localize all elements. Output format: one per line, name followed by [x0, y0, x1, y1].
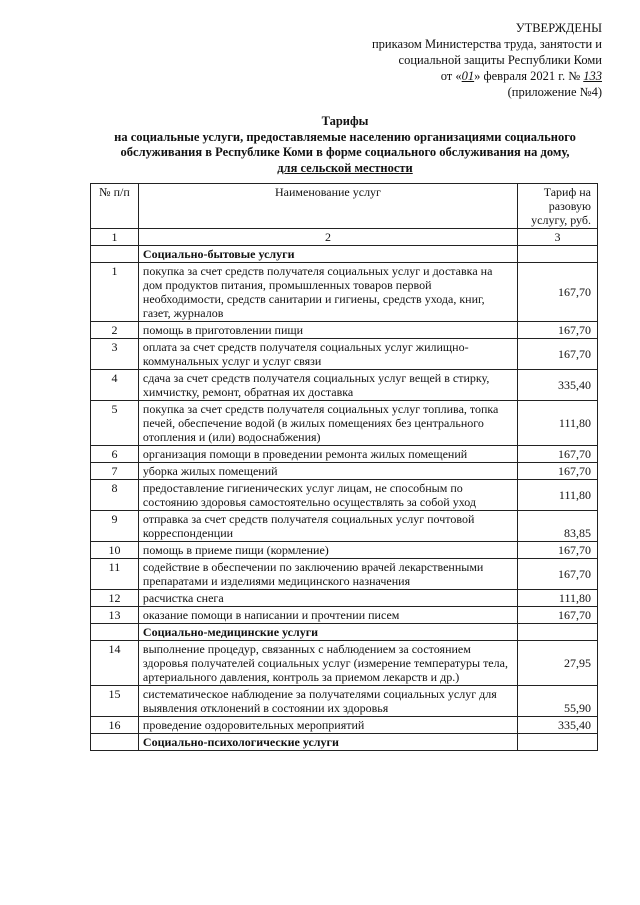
- service-price: 167,70: [518, 607, 598, 624]
- table-row: [91, 263, 598, 322]
- service-name: сдача за счет средств получателя социальных услуг вещей в стирку, химчистку, ремонт, обратная их доставка: [138, 370, 517, 401]
- service-name: расчистка снега: [138, 590, 517, 607]
- service-price: 83,85: [518, 511, 598, 542]
- service-name: оплата за счет средств получателя социальных услуг жилищно-коммунальных услуг и услуг связи: [138, 339, 517, 370]
- service-name: систематическое наблюдение за получателями социальных услуг для выявления отклонений в состоянии их здоровья: [138, 686, 517, 717]
- appendix-label: (приложение №4): [507, 85, 602, 99]
- row-number: 14: [91, 641, 139, 686]
- table-row: [91, 339, 598, 370]
- service-name: помощь в приеме пищи (кормление): [138, 542, 517, 559]
- document-title: [90, 114, 600, 176]
- row-number: 9: [91, 511, 139, 542]
- table-row: [91, 717, 598, 734]
- col-number: 2: [138, 229, 517, 246]
- col-number: 3: [518, 229, 598, 246]
- service-price: 111,80: [518, 401, 598, 446]
- row-number: 8: [91, 480, 139, 511]
- service-price: 167,70: [518, 463, 598, 480]
- service-name: организация помощи в проведении ремонта жилых помещений: [138, 446, 517, 463]
- service-price: 167,70: [518, 542, 598, 559]
- table-row: [91, 401, 598, 446]
- service-price: 335,40: [518, 717, 598, 734]
- service-name: уборка жилых помещений: [138, 463, 517, 480]
- title-line-2: обслуживания в Республике Коми в форме социального обслуживания на дому,: [120, 145, 570, 159]
- order-number: 133: [583, 69, 602, 83]
- table-row: [91, 559, 598, 590]
- section-title: Социально-медицинские услуги: [138, 624, 517, 641]
- column-number-row: [91, 229, 598, 246]
- service-name: помощь в приготовлении пищи: [138, 322, 517, 339]
- row-number: 7: [91, 463, 139, 480]
- table-row: [91, 370, 598, 401]
- col-number: 1: [91, 229, 139, 246]
- table-row: [91, 463, 598, 480]
- row-number: 5: [91, 401, 139, 446]
- section-price-cell: [518, 734, 598, 751]
- table-row: [91, 607, 598, 624]
- header-name: Наименование услуг: [138, 184, 517, 229]
- row-number: 12: [91, 590, 139, 607]
- title-heading: Тарифы: [321, 114, 369, 128]
- service-name: оказание помощи в написании и прочтении писем: [138, 607, 517, 624]
- table-row: [91, 322, 598, 339]
- tariff-table: [90, 183, 598, 751]
- row-number: 1: [91, 263, 139, 322]
- table-row: [91, 511, 598, 542]
- service-name: покупка за счет средств получателя социальных услуг топлива, топка печей, обеспечение водой (в жилых помещениях без центрального отопления и (или) водоснабжения): [138, 401, 517, 446]
- row-number: 11: [91, 559, 139, 590]
- row-number: 16: [91, 717, 139, 734]
- row-number: 3: [91, 339, 139, 370]
- service-price: 55,90: [518, 686, 598, 717]
- service-price: 167,70: [518, 263, 598, 322]
- approval-title: УТВЕРЖДЕНЫ: [515, 21, 602, 35]
- title-line-1: на социальные услуги, предоставляемые населению организациями социального: [114, 129, 576, 144]
- service-name: проведение оздоровительных мероприятий: [138, 717, 517, 734]
- section-title: Социально-психологические услуги: [138, 734, 517, 751]
- row-number: 15: [91, 686, 139, 717]
- service-price: 335,40: [518, 370, 598, 401]
- service-name: предоставление гигиенических услуг лицам, не способным по состоянию здоровья самостоятельно осуществлять за собой уход: [138, 480, 517, 511]
- table-row: [91, 480, 598, 511]
- row-number: 4: [91, 370, 139, 401]
- section-num-cell: [91, 246, 139, 263]
- row-number: 6: [91, 446, 139, 463]
- section-row: [91, 246, 598, 263]
- table-row: [91, 641, 598, 686]
- date-middle: » февраля 2021 г. №: [474, 69, 581, 83]
- title-line-3: для сельской местности: [277, 160, 413, 175]
- service-price: 167,70: [518, 322, 598, 339]
- table-row: [91, 446, 598, 463]
- header-num: № п/п: [91, 184, 139, 229]
- table-row: [91, 686, 598, 717]
- service-name: выполнение процедур, связанных с наблюдением за состоянием здоровья получателей социальных услуг (измерение температуры тела, артериального давления, контроль за приемом лекарств и др.): [138, 641, 517, 686]
- table-header-row: [91, 184, 598, 229]
- approval-date-line: [342, 68, 602, 84]
- row-number: 13: [91, 607, 139, 624]
- header-tariff: Тариф на разовую услугу, руб.: [518, 184, 598, 229]
- table-row: [91, 542, 598, 559]
- service-price: 27,95: [518, 641, 598, 686]
- approval-line-protection: социальной защиты Республики Коми: [398, 53, 602, 67]
- date-day: 01: [461, 69, 475, 83]
- approval-line-ministry: приказом Министерства труда, занятости и: [371, 37, 602, 51]
- service-price: 111,80: [518, 480, 598, 511]
- approval-block: [342, 20, 602, 100]
- row-number: 10: [91, 542, 139, 559]
- service-price: 167,70: [518, 446, 598, 463]
- section-row: [91, 624, 598, 641]
- service-name: отправка за счет средств получателя социальных услуг почтовой корреспонденции: [138, 511, 517, 542]
- row-number: 2: [91, 322, 139, 339]
- service-name: содействие в обеспечении по заключению врачей лекарственными препаратами и изделиями медицинского назначения: [138, 559, 517, 590]
- section-num-cell: [91, 734, 139, 751]
- section-row: [91, 734, 598, 751]
- section-num-cell: [91, 624, 139, 641]
- section-title: Социально-бытовые услуги: [138, 246, 517, 263]
- section-price-cell: [518, 246, 598, 263]
- service-price: 167,70: [518, 339, 598, 370]
- service-price: 167,70: [518, 559, 598, 590]
- section-price-cell: [518, 624, 598, 641]
- table-row: [91, 590, 598, 607]
- service-price: 111,80: [518, 590, 598, 607]
- service-name: покупка за счет средств получателя социальных услуг и доставка на дом продуктов питания, промышленных товаров первой необходимости, средств санитарии и гигиены, средств ухода, книг, газет, журналов: [138, 263, 517, 322]
- table-body: [91, 246, 598, 751]
- date-prefix: от «: [440, 69, 462, 83]
